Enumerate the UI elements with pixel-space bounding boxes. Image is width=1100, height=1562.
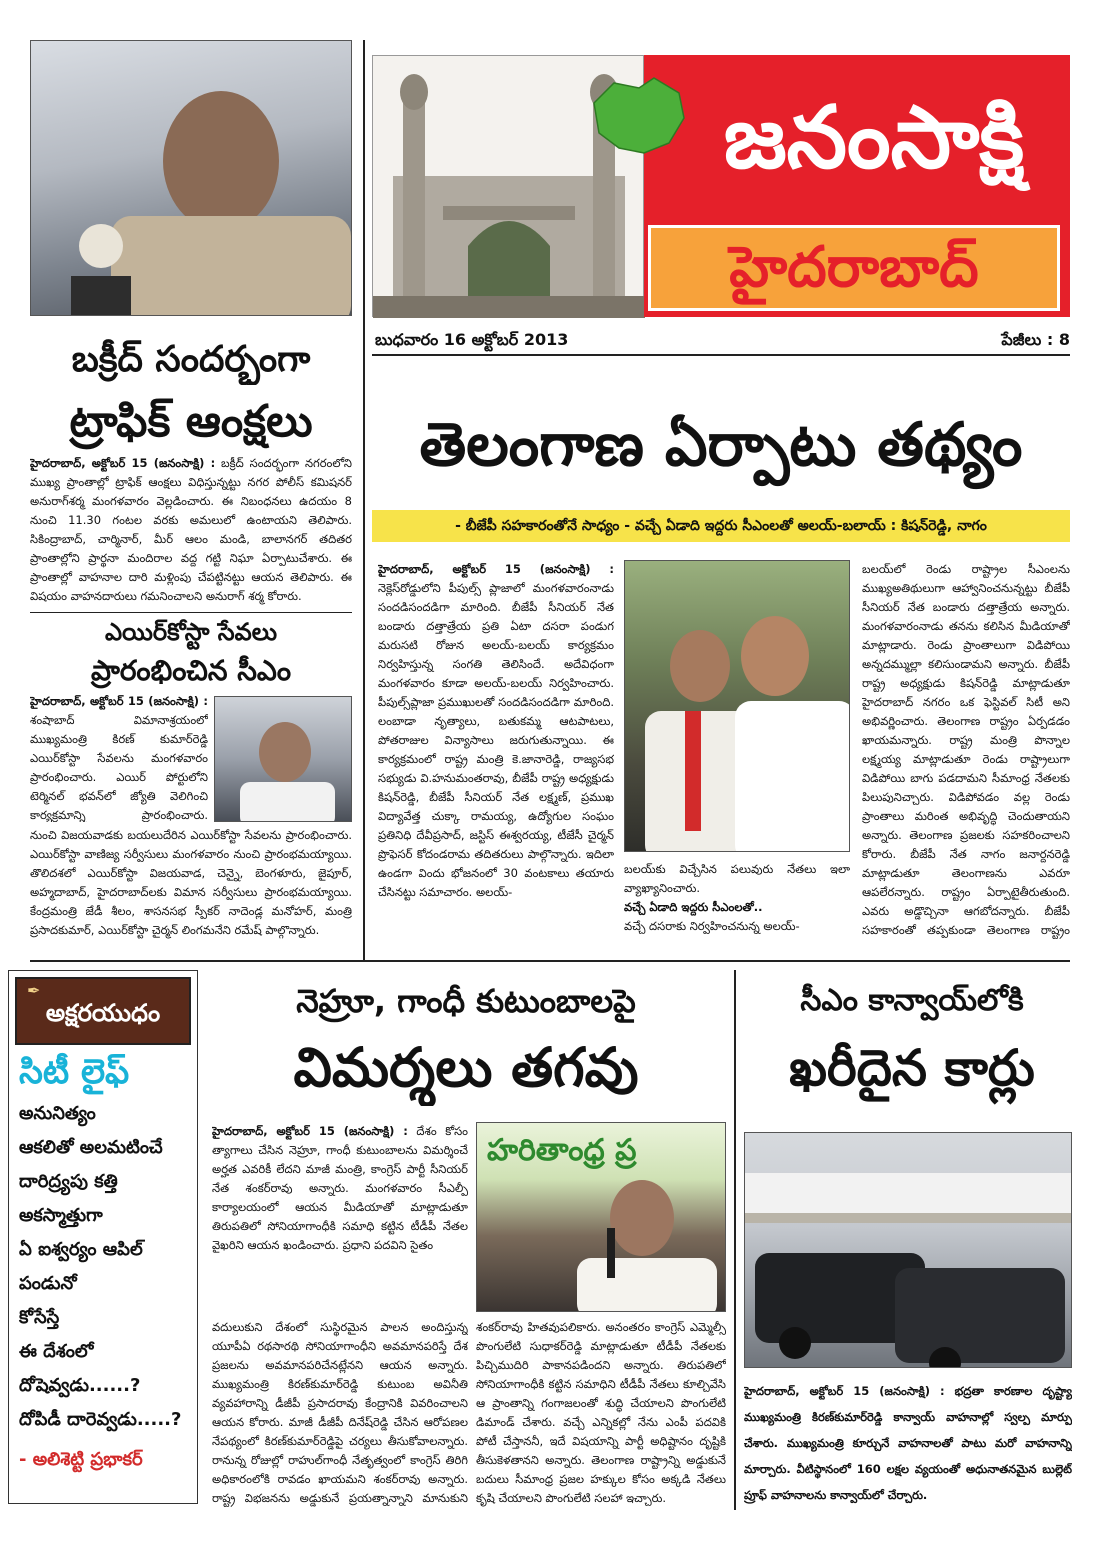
lead-col1-text: నెక్లెస్‌రోడ్డులోని పీపుల్స్ ప్లాజాలో మంగళవారంనాడు సందడిసందడిగా మారింది. బీజేపీ సీనియర్ నేత బండారు దత్తాత్రేయ ప్రతి ఏటా దసరా పండుగ మరుసటి రోజున అలయ్-బలయ్ కార్యక్రమం నిర్వహిస్తున్న సంగతి తెలిసిందే. అదేవిధంగా మంగళవారం కూడా అలయ్-బలయ్ నిర్వహించారు. పీపుల్స్‌ప్లాజా ప్రముఖులతో సందడిసందడిగా మారింది. లంబాడా నృత్యాలు, బతుకమ్మ ఆటపాటలు, పోతరాజుల విన్యాసాలు జరుగుతున్నాయి. ఈ కార్యక్రమంలో రాష్ట్ర మంత్రి కె.జానారెడ్డి, రాజ్యసభ సభ్యుడు వి.హనుమంతరావు, బీజేపీ రాష్ట్ర అధ్యక్షుడు కిషన్‌రెడ్డి, బీజేపీ సీనియర్ నేత లక్ష్మణ్, ప్రముఖ విద్యావేత్త చుక్కా రామయ్య, ఉద్యోగుల సంఘం ప్రతినిధి దేవీప్రసాద్, జస్టిస్ ఈశ్వరయ్య, టీజేసీ చైర్మన్ ప్రొఫెసర్ కోదండరామ తదితరులు పాల్గొన్నారు. ఇదిలా ఉండగా విందు భోజనంలో 30 వంటకాలు తయారు చేసినట్టు సమాచారం. అలయ్- [378,581,614,899]
traffic-body: బక్రీద్ సందర్భంగా నగరంలోని ముఖ్య ప్రాంతాల్లో ట్రాఫిక్ ఆంక్షలు విధిస్తున్నట్టు నగర పోలీస్ కమిషనర్ అనురాగ్‌శర్మ మంగళవారం వెల్లడించారు. ఈ నిబంధనలు ఉదయం 8 నుంచి 11.30 గంటల వరకు అమలులో ఉంటాయని తెలిపారు. సికింద్రాబాద్, చార్మినార్, మీర్ ఆలం మండి, బాలానగర్ తదితర ప్రాంతాల్లోని ప్రార్థనా మందిరాల వద్ద గట్టి నిఘా ఏర్పాటుచేశారు. ఈ ప్రాంతాల్లో వాహనాల దారి మళ్లింపు చేపట్టినట్టు ఆయన తెలిపారు. ఈ విషయం వాహనదారులు గమనించాలని అనురాగ్ శర్మ కోరారు. [30,456,352,603]
poem-line: అకస్మాత్తుగా [19,1205,103,1226]
poem-logo-text: అక్షరయుధం [45,999,161,1027]
police-commissioner-photo [30,40,352,316]
brand-title: జనంసాక్షి [723,88,1025,188]
nehru-kicker: నెహ్రూ, గాంధీ కుటుంబాలపై [296,982,636,1020]
lead-column-2 [624,860,850,940]
section-rule [30,960,1070,962]
poem-lines [19,1097,195,1477]
column-rule-top [363,40,365,960]
convoy-headline: ఖరీదైన కార్లు [789,1039,1035,1097]
aircosta-body-short: శంషాబాద్ విమానాశ్రయంలో ముఖ్యమంత్రి కిరణ్ కుమార్‌రెడ్డి ఎయిర్‌కోస్టా సేవలను మంగళవారం ప్రారంభించారు. ఎయిర్ పోర్టులోని టెర్మినల్ భవన్‌లో జ్యోతి వెలిగించి కార్యక్రమాన్ని ప్రారంభించారు. [30,713,208,822]
column-rule-bottom-right [734,970,736,1510]
cm-aircosta-photo [214,696,352,822]
lead-column-3: బలయ్‌లో రెండు రాష్ట్రాల సీఎంలను ముఖ్యఅతిథులుగా ఆహ్వానించనున్నట్టు బీజేపీ సీనియర్ నేత బండారు దత్తాత్రేయ అన్నారు. మంగళవారంనాడు తనను కలిసిన మీడియాతో మాట్లాడారు. రెండు ప్రాంతాలుగా విడిపోయి అన్నదమ్ముల్లా కలిసుండామని అన్నారు. బీజేపీ రాష్ట్ర అధ్యక్షుడు కిషన్‌రెడ్డి మాట్లాడుతూ హైదరాబాద్ నగరం ఒక ఫెస్టివల్ సిటీ అని అభివర్ణించారు. తెలంగాణ రాష్ట్రం ఏర్పడడం ఖాయమన్నారు. రాష్ట్ర మంత్రి పొన్నాల లక్ష్మయ్య మాట్లాడుతూ రెండు రాష్ట్రాలుగా విడిపోయి బాగు పడదామని సీమాంధ్ర నేతలకు పిలుపునిచ్చారు. విడిపోవడం వల్ల రెండు ప్రాంతాలు మరింత అభివృద్ధి చెందుతాయని అన్నారు. తెలంగాణ ప్రజలకు సహకరించాలని కోరారు. బీజేపీ నేత నాగం జనార్దనరెడ్డి మాట్లాడుతూ తెలంగాణను ఎవరూ ఆపలేరన్నారు. రాష్ట్రం ఏర్పాటైతీరుతుంది. ఎవరు అడ్డొచ్చినా ఆగబోదన్నారు. బీజేపీ సహకారంతో తప్పకుండా తెలంగాణ రాష్ట్రం [862,562,1070,937]
poem-line: దారిద్ర్యపు కత్తి [19,1171,118,1192]
photo-banner-text: హరితాంధ్ర ప్ర [487,1133,637,1168]
poem-author: - అలిశెట్టి ప్రభాకర్ [19,1449,143,1470]
traffic-story [30,454,352,606]
edition-banner [648,225,1060,311]
convoy-dateline: హైదరాబాద్, అక్టోబర్ 15 (జనంసాక్షి) : [744,1384,945,1398]
poem-line: ఏ ఐశ్వర్యం ఆపిల్ [19,1239,143,1260]
lead-col2-text: బలయ్‌కు విచ్చేసిన పలువురు నేతలు ఇలా వ్యాఖ్యానించారు. [624,862,850,895]
brand-block [644,55,1070,317]
date-rule [372,354,1070,356]
nehru-col1-top: దేశం కోసం త్యాగాలు చేసిన నెహ్రూ, గాంధీ కుటుంబాలను విమర్శించే అర్హత ఎవరికీ లేదని మాజీ మంత్రి, కాంగ్రెస్ పార్టీ సీనియర్ నేత శంకర్‌రావు అన్నారు. మంగళవారం సీఎల్పీ కార్యాలయంలో ఆయన మీడియాతో మాట్లాడుతూ తిరుపతిలో సోనియాగాంధీకి సమాధి కట్టిన టీడీపీ నేతల వైఖరిని ఆయన ఖండించారు. ప్రధాని పదవిని సైతం [212,1124,468,1252]
poem-line: దోషెవ్వడు......? [19,1375,141,1396]
issue-date: బుధవారం 16 అక్టోబర్ 2013 [375,330,569,349]
poem-line: ఈ దేశంలో [19,1341,94,1362]
masthead [372,55,1070,317]
pen-icon: ✒ [27,981,41,1000]
nehru-headline: విమర్శలు తగవు [293,1036,639,1099]
aircosta-kicker: ఎయిర్‌కోస్టా సేవలు [104,618,278,646]
convoy-cars-photo [744,1132,1072,1368]
telangana-map-icon [584,73,694,163]
nehru-column-1-top [212,1122,468,1314]
page-count: పేజీలు : 8 [1001,330,1070,349]
traffic-headline: ట్రాఫిక్ ఆంక్షలు [69,396,313,447]
poem-box [8,970,198,1504]
traffic-rule [30,612,352,613]
convoy-body: భద్రతా కారణాల దృష్ట్యా ముఖ్యమంత్రి కిరణ్‌కుమార్‌రెడ్డి కాన్వాయ్ వాహనాల్లో స్వల్ప మార్పు చేశారు. ముఖ్యమంత్రి కూర్చునే వాహనాలతో పాటు మరో వాహనాన్ని మార్చారు. వీటిస్థానంలో 160 లక్షల వ్యయంతో అధునాతనమైన బుల్లెట్ ప్రూఫ్ వాహనాలను కాన్వాయ్‌లో చేర్చారు. [744,1384,1072,1502]
convoy-kicker: సీఎం కాన్వాయ్‌లోకి [800,983,1024,1018]
edition-title: హైదరాబాద్ [729,235,979,300]
aircosta-headline: ప్రారంభించిన సీఎం [90,654,292,687]
lead-column-1 [378,560,614,940]
convoy-story [744,1378,1072,1508]
nehru-dateline: హైదరాబాద్, అక్టోబర్ 15 (జనంసాక్షి) : [212,1124,408,1138]
poem-line: దోపిడీ దారెవ్వడు.....? [19,1409,182,1430]
poem-line: ఆకలితో అలమటించే [19,1137,163,1158]
aircosta-body-full: నుంచి విజయవాడకు బయలుదేరిన ఎయిర్‌కోస్టా సేవలను ప్రారంభించారు. ఎయిర్‌కోస్టా వాణిజ్య సర్వీసులు మంగళవారం నుంచి ప్రారంభమయ్యాయి. తొలిదశలో ఎయిర్‌కోస్టా విజయవాడ, చెన్నై, బెంగళూరు, జైపూర్, అహ్మదాబాద్, హైదరాబాద్‌లకు విమాన సర్వీసులు ప్రారంభమయ్యాయి. కేంద్రమంత్రి జేడీ శీలం, శాసనసభ స్పీకర్ నాదెండ్ల మనోహర్, మంత్రి ప్రసాదకుమార్, ఎయిర్‌కోస్టా చైర్మన్ లింగమనేని రమేష్ పాల్గొన్నారు. [30,828,352,937]
poem-line: అనునిత్యం [19,1103,96,1124]
poem-line: పండునో [19,1273,77,1294]
nehru-column-2: శంకర్‌రావు హితవుపలికారు. అనంతరం కాంగ్రెస్ ఎమ్మెల్సీ పొంగులేటి సుధాకర్‌రెడ్డి మాట్లాడుతూ టీడీపీ నేతలకు పిచ్చిముదిరి పాకానపడిందని అన్నారు. తిరుపతిలో సోనియాగాంధీకి కట్టిన సమాధిని టీడీపీ నేతలు కూల్చివేసి ఆ ప్రాంతాన్ని గంగాజలంతో శుద్ధి చేయాలని పొంగులేటి డిమాండ్ చేశారు. వచ్చే ఎన్నికల్లో నేను ఎంపీ పదవికి పోటీ చేస్తాననీ, ఇదే విషయాన్ని పార్టీ అధిష్టానం దృష్టికి తీసుకెళతానని అన్నారు. తెలంగాణ రాష్ట్రాన్ని అడ్డుకునే బదులు సీమాంధ్ర ప్రజల హక్కుల కోసం అక్కడి నేతలు కృషి చేయాలని పొంగులేటి సలహా ఇచ్చారు. [476,1320,726,1505]
traffic-dateline: హైదరాబాద్, అక్టోబర్ 15 (జనంసాక్షి) : [30,456,216,470]
lead-col2-subhead: వచ్చే ఏడాది ఇద్దరు సీఎంలతో.. [624,900,763,914]
lead-col2-end: వచ్చే దసరాకు నిర్వహించనున్న అలయ్- [624,919,800,933]
nehru-column-1-bottom: వదులుకుని దేశంలో సుస్థిరమైన పాలన అందిస్తున్న యూపీఏ రథసారథి సోనియాగాంధీని అవమానపరిస్తే దేశ ప్రజలను అవమానపరిచేనట్లేనని ఆయన అన్నారు. ముఖ్యమంత్రి కిరణ్‌కుమార్‌రెడ్డి కుటుంబ అవినీతి వ్యవహారాన్ని డీజీపీ ప్రసాదరావు కేంద్రానికి వివరించాలని ఆయన కోరారు. మాజీ డీజీపీ దినేష్‌రెడ్డి చేసిన ఆరోపణల నేపథ్యంలో కిరణ్‌కుమార్‌రెడ్డిపై చర్యలు తీసుకోవాలన్నారు. రానున్న రోజుల్లో రాహుల్‌గాంధీ నేతృత్వంలో కాంగ్రెస్ తిరిగి అధికారంలోకి రావడం ఖాయమని శంకర్‌రావు అన్నారు. రాష్ట్ర విభజనను అడ్డుకునే ప్రయత్నాన్నాని మానుకుని [212,1320,468,1505]
traffic-kicker: బక్రీద్ సందర్భంగా [71,339,311,380]
lead-dateline: హైదరాబాద్, అక్టోబర్ 15 (జనంసాక్షి) : [378,562,614,576]
poem-title: సిటీ లైఫ్ [19,1052,130,1092]
lead-headline: తెలంగాణ ఏర్పాటు తథ్యం [419,410,1023,480]
lead-subhead: - బీజేపీ సహకారంతోనే సాధ్యం - వచ్చే ఏడాది ఇద్దరు సీఎంలతో అలయ్-బలాయ్ : కిషన్‌రెడ్డి, నాగం [372,510,1070,542]
aircosta-dateline: హైదరాబాద్, అక్టోబర్ 15 (జనంసాక్షి) : [30,694,208,708]
poem-line: కోసేస్తే [19,1307,60,1328]
shankar-rao-photo [476,1122,726,1312]
alay-balay-photo [624,560,850,852]
poem-logo [15,977,191,1045]
aircosta-story-top [30,692,208,822]
